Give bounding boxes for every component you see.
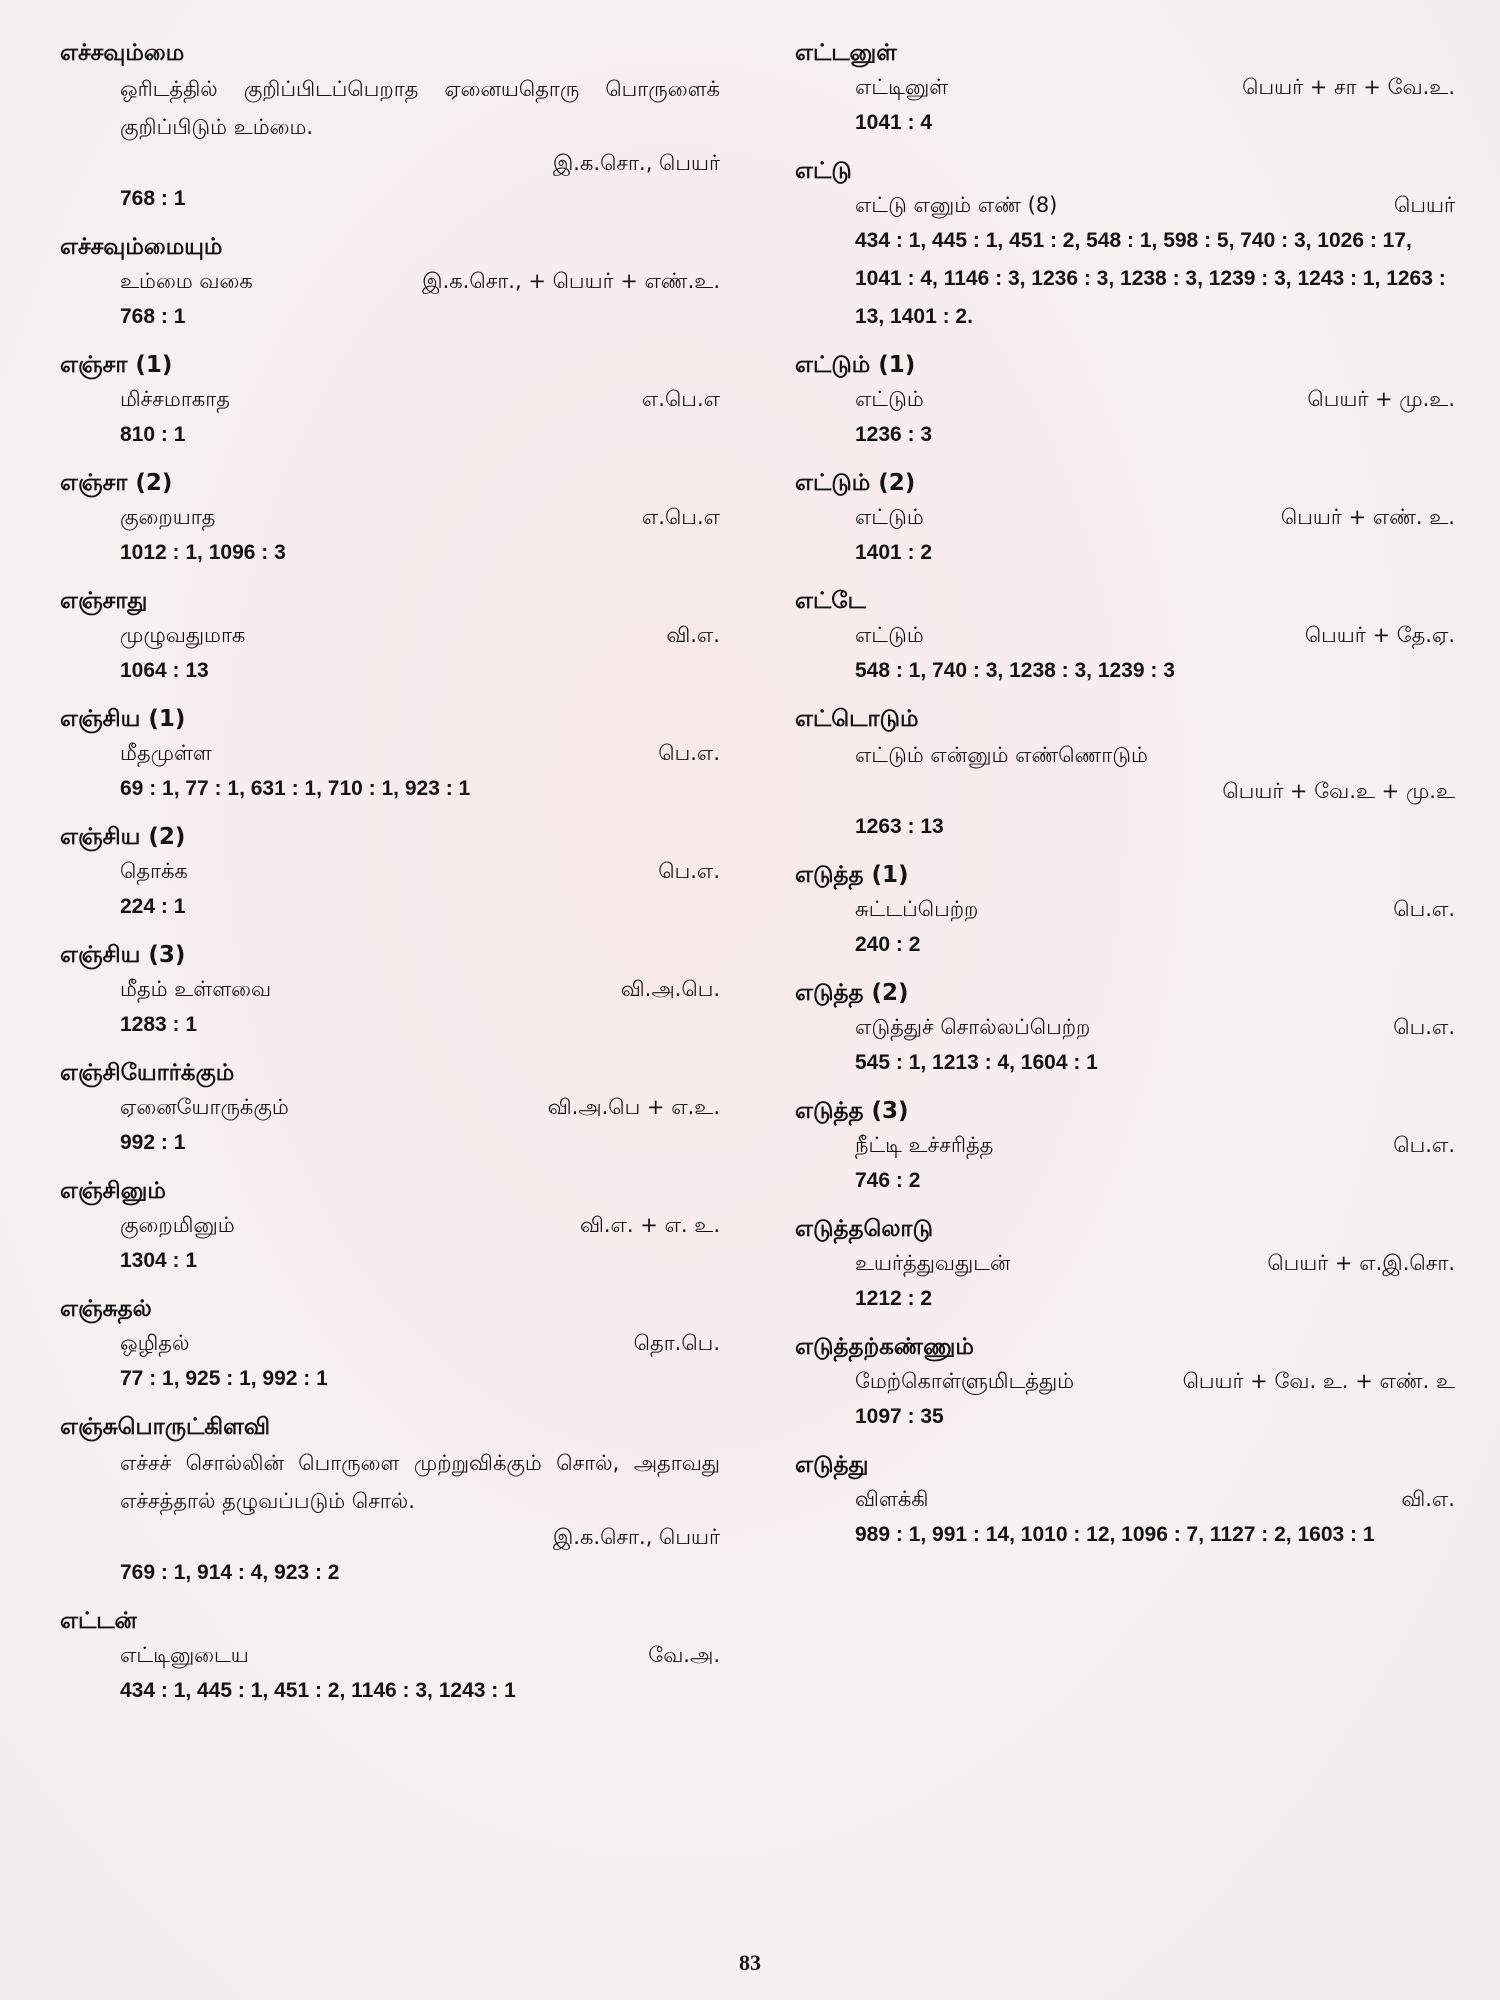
references: 1263 : 13: [855, 815, 944, 838]
headword: எட்டே: [795, 588, 866, 614]
dictionary-entry: [795, 36, 1455, 142]
grammar-tag: தொ.பெ.: [633, 1331, 720, 1355]
meaning: எட்டு எனும் எண் (8): [855, 193, 1058, 217]
references: 1097 : 35: [855, 1405, 944, 1428]
dictionary-entry: [60, 820, 720, 926]
headword: எச்சவும்மையும்: [60, 234, 223, 260]
references: 989 : 1, 991 : 14, 1010 : 12, 1096 : 7, 1127 : 2, 1603 : 1: [855, 1523, 1375, 1546]
grammar-tag: இ.க.சொ., பெயர்: [552, 151, 720, 175]
headword: எஞ்சிய (3): [60, 942, 186, 968]
dictionary-entry: [795, 702, 1455, 846]
meaning: மீதம் உள்ளவை: [120, 977, 272, 1001]
meaning: விளக்கி: [855, 1487, 929, 1511]
dictionary-entry: [795, 976, 1455, 1082]
references: 434 : 1, 445 : 1, 451 : 2, 1146 : 3, 1243 : 1: [120, 1679, 516, 1702]
dictionary-entry: [60, 702, 720, 808]
meaning: மிச்சமாகாத: [120, 387, 230, 411]
headword: எட்டொடும்: [795, 706, 919, 732]
headword: எடுத்து: [795, 1452, 869, 1478]
meaning: உம்மை வகை: [120, 269, 253, 293]
grammar-tag: வி.அ.பெ.: [620, 977, 720, 1001]
dictionary-entry: [60, 348, 720, 454]
dictionary-entry: [60, 466, 720, 572]
meaning: எடுத்துச் சொல்லப்பெற்ற: [855, 1015, 1091, 1039]
headword: எடுத்த (3): [795, 1098, 909, 1124]
meaning: எட்டும்: [855, 387, 924, 411]
definition: ஒரிடத்தில் குறிப்பிடப்பெறாத ஏனையதொரு பொருளைக் குறிப்பிடும் உம்மை.: [120, 77, 720, 139]
grammar-tag: வி.எ.: [1401, 1487, 1455, 1511]
grammar-tag: வே.அ.: [648, 1643, 720, 1667]
headword: எஞ்சிய (1): [60, 706, 186, 732]
meaning: முழுவதுமாக: [120, 623, 246, 647]
meaning: ஏனையோருக்கும்: [120, 1095, 289, 1119]
dictionary-entry: [795, 1094, 1455, 1200]
grammar-tag: வி.அ.பெ + எ.உ.: [547, 1095, 720, 1119]
headword: எஞ்சாது: [60, 588, 148, 614]
dictionary-entry: [60, 1410, 720, 1592]
grammar-tag: பெ.எ.: [658, 741, 720, 765]
grammar-tag: பெ.எ.: [1393, 1133, 1455, 1157]
headword: எஞ்சியோர்க்கும்: [60, 1060, 235, 1086]
headword: எடுத்தற்கண்ணும்: [795, 1334, 974, 1360]
left-column: [60, 36, 720, 1722]
headword: எஞ்சிய (2): [60, 824, 186, 850]
meaning: குறையாத: [120, 505, 216, 529]
meaning: நீட்டி உச்சரித்த: [855, 1133, 994, 1157]
references: 1212 : 2: [855, 1287, 933, 1310]
headword: எடுத்தலொடு: [795, 1216, 933, 1242]
references: 769 : 1, 914 : 4, 923 : 2: [120, 1561, 340, 1584]
grammar-tag: இ.க.சொ., பெயர்: [552, 1525, 720, 1549]
headword: எஞ்சினும்: [60, 1178, 166, 1204]
references: 1236 : 3: [855, 423, 933, 446]
references: 1012 : 1, 1096 : 3: [120, 541, 286, 564]
references: 77 : 1, 925 : 1, 992 : 1: [120, 1367, 328, 1390]
references: 548 : 1, 740 : 3, 1238 : 3, 1239 : 3: [855, 659, 1175, 682]
definition: எட்டும் என்னும் எண்ணொடும்: [855, 743, 1148, 767]
headword: எட்டன்: [60, 1608, 137, 1634]
references: 69 : 1, 77 : 1, 631 : 1, 710 : 1, 923 : 1: [120, 777, 471, 800]
references: 810 : 1: [120, 423, 186, 446]
headword: எட்டும் (1): [795, 352, 916, 378]
dictionary-entry: [60, 230, 720, 336]
headword: எட்டு: [795, 158, 852, 184]
grammar-tag: பெயர் + மு.உ.: [1307, 387, 1455, 411]
dictionary-entry: [795, 348, 1455, 454]
dictionary-entry: [60, 1292, 720, 1398]
references: 1283 : 1: [120, 1013, 198, 1036]
headword: எடுத்த (1): [795, 862, 909, 888]
grammar-tag: பெயர் + வே.உ + மு.உ: [1222, 779, 1455, 803]
references: 240 : 2: [855, 933, 921, 956]
dictionary-entry: [795, 1212, 1455, 1318]
grammar-tag: பெயர் + சா + வே.உ.: [1242, 75, 1455, 99]
references: 1401 : 2: [855, 541, 933, 564]
headword: எட்டும் (2): [795, 470, 916, 496]
references: 545 : 1, 1213 : 4, 1604 : 1: [855, 1051, 1098, 1074]
dictionary-entry: [60, 1056, 720, 1162]
headword: எஞ்சா (1): [60, 352, 173, 378]
meaning: எட்டினுள்: [855, 75, 949, 99]
meaning: குறைமினும்: [120, 1213, 235, 1237]
grammar-tag: பெயர் + தே.ஏ.: [1304, 623, 1455, 647]
dictionary-entry: [60, 1604, 720, 1710]
grammar-tag: எ.பெ.எ: [641, 505, 720, 529]
dictionary-entry: [795, 584, 1455, 690]
references: 224 : 1: [120, 895, 186, 918]
dictionary-entry: [60, 584, 720, 690]
grammar-tag: பெ.எ.: [1393, 897, 1455, 921]
headword: எஞ்சுதல்: [60, 1296, 152, 1322]
dictionary-entry: [60, 36, 720, 218]
definition: எச்சச் சொல்லின் பொருளை முற்றுவிக்கும் சொல், அதாவது எச்சத்தால் தழுவப்படும் சொல்.: [120, 1451, 720, 1513]
meaning: ஒழிதல்: [120, 1331, 190, 1355]
right-column: [795, 36, 1455, 1566]
dictionary-entry: [795, 858, 1455, 964]
dictionary-entry: [795, 154, 1455, 336]
grammar-tag: வி.எ. + எ. உ.: [579, 1213, 720, 1237]
grammar-tag: இ.க.சொ., + பெயர் + எண்.உ.: [422, 269, 720, 293]
references: 768 : 1: [120, 305, 186, 328]
headword: எஞ்சா (2): [60, 470, 173, 496]
grammar-tag: பெ.எ.: [658, 859, 720, 883]
dictionary-entry: [795, 1448, 1455, 1554]
meaning: எட்டும்: [855, 623, 924, 647]
references: 992 : 1: [120, 1131, 186, 1154]
grammar-tag: பெ.எ.: [1393, 1015, 1455, 1039]
page-number: 83: [739, 1950, 761, 1975]
references: 1041 : 4: [855, 111, 933, 134]
dictionary-entry: [795, 466, 1455, 572]
grammar-tag: பெயர்: [1394, 193, 1455, 217]
meaning: எட்டும்: [855, 505, 924, 529]
meaning: மேற்கொள்ளுமிடத்தும்: [855, 1369, 1075, 1393]
dictionary-entry: [795, 1330, 1455, 1436]
meaning: சுட்டப்பெற்ற: [855, 897, 979, 921]
meaning: எட்டினுடைய: [120, 1643, 249, 1667]
references: 746 : 2: [855, 1169, 921, 1192]
grammar-tag: வி.எ.: [666, 623, 720, 647]
headword: எட்டனுள்: [795, 40, 897, 66]
grammar-tag: எ.பெ.எ: [641, 387, 720, 411]
grammar-tag: பெயர் + எண். உ.: [1280, 505, 1455, 529]
meaning: தொக்க: [120, 859, 188, 883]
meaning: உயர்த்துவதுடன்: [855, 1251, 1011, 1275]
references: 434 : 1, 445 : 1, 451 : 2, 548 : 1, 598 : 5, 740 : 3, 1026 : 17, 1041 : 4, 1146 : 3, 1236 : 3, 1238 : 3, 1239 : 3, 1243 : 1, 1263 : 13, 1401 : 2.: [855, 229, 1446, 328]
references: 1064 : 13: [120, 659, 209, 682]
references: 768 : 1: [120, 187, 186, 210]
grammar-tag: பெயர் + எ.இ.சொ.: [1267, 1251, 1455, 1275]
headword: எச்சவும்மை: [60, 40, 185, 66]
dictionary-entry: [60, 938, 720, 1044]
grammar-tag: பெயர் + வே. உ. + எண். உ: [1182, 1369, 1455, 1393]
headword: எஞ்சுபொருட்கிளவி: [60, 1414, 271, 1440]
meaning: மீதமுள்ள: [120, 741, 212, 765]
dictionary-entry: [60, 1174, 720, 1280]
headword: எடுத்த (2): [795, 980, 909, 1006]
references: 1304 : 1: [120, 1249, 198, 1272]
